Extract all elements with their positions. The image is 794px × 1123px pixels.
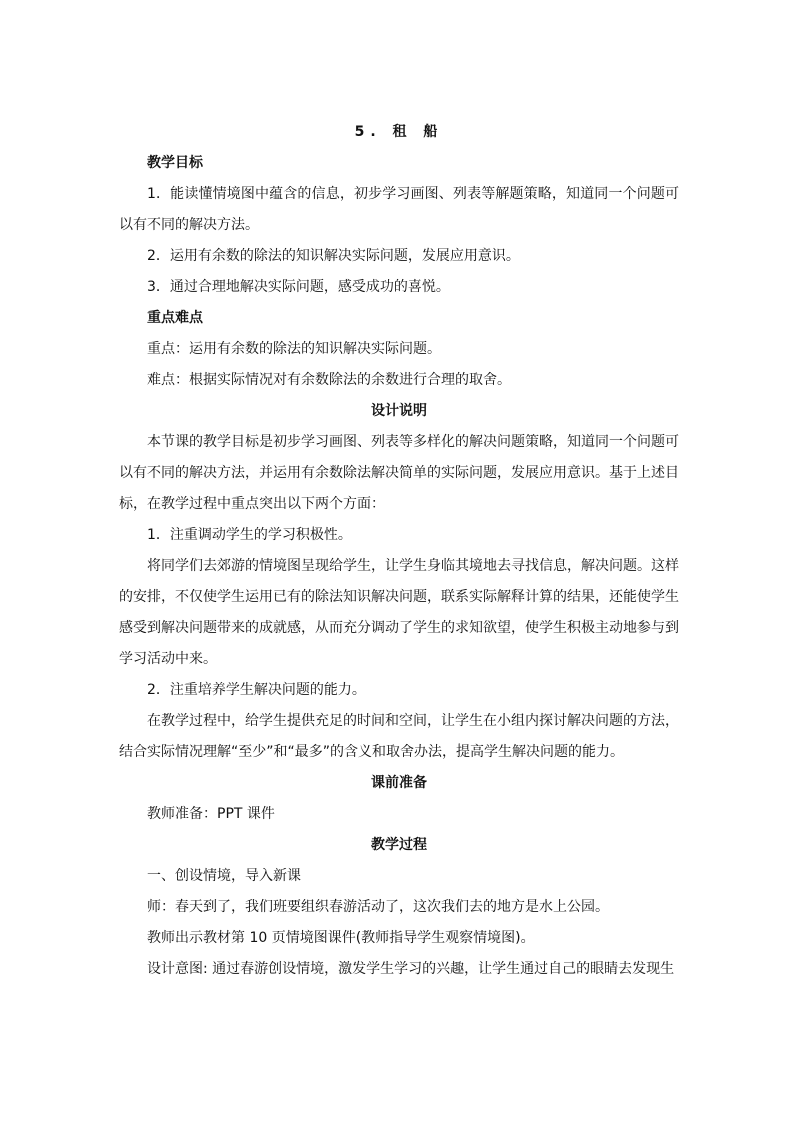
goal-item: 2．运用有余数的除法的知识解决实际问题，发展应用意识。 [147,248,520,264]
design-paragraph: 2．注重培养学生解决问题的能力。 [147,682,366,698]
prep-heading: 课前准备 [371,775,427,791]
process-paragraph: 教师出示教材第 10 页情境图课件(教师指导学生观察情境图)。 [147,930,535,946]
process-paragraph: 一、创设情境，导入新课 [147,868,301,884]
lesson-title: 5. 租 船 [354,124,444,140]
process-paragraph: 设计意图: 通过春游创设情境，激发学生学习的兴趣，让学生通过自己的眼睛去发现生 [147,961,675,977]
design-paragraph: 在教学过程中，给学生提供充足的时间和空间，让学生在小组内探讨解决问题的方法，结合实际情况理解“至少”和“最多”的含义和取舍办法，提高学生解决问题的能力。 [119,713,679,760]
goal-item: 3．通过合理地解决实际问题，感受成功的喜悦。 [147,279,450,295]
prep-text: 教师准备：PPT 课件 [147,806,275,822]
design-paragraph: 本节课的教学目标是初步学习画图、列表等多样化的解决问题策略，知道同一个问题可以有不同的解决方法，并运用有余数除法解决简单的实际问题，发展应用意识。基于上述目标，在教学过程中重点突出以下两个方面： [119,434,679,512]
process-heading: 教学过程 [371,837,427,853]
goals-heading: 教学目标 [147,155,203,171]
keypoint-item: 重点：运用有余数的除法的知识解决实际问题。 [147,341,441,357]
process-paragraph: 师：春天到了，我们班要组织春游活动了，这次我们去的地方是水上公园。 [147,899,609,915]
design-heading: 设计说明 [371,403,427,419]
design-paragraph: 1．注重调动学生的学习积极性。 [147,527,352,543]
goal-item: 1．能读懂情境图中蕴含的信息，初步学习画图、列表等解题策略，知道同一个问题可以有不同的解决方法。 [119,186,679,233]
document-body [119,117,679,985]
keypoint-item: 难点：根据实际情况对有余数除法的余数进行合理的取舍。 [147,372,511,388]
keypoints-heading: 重点难点 [147,310,203,326]
design-paragraph: 将同学们去郊游的情境图呈现给学生，让学生身临其境地去寻找信息，解决问题。这样的安排，不仅使学生运用已有的除法知识解决问题，联系实际解释计算的结果，还能使学生感受到解决问题带来的成就感，从而充分调动了学生的求知欲望，使学生积极主动地参与到学习活动中来。 [119,558,679,667]
